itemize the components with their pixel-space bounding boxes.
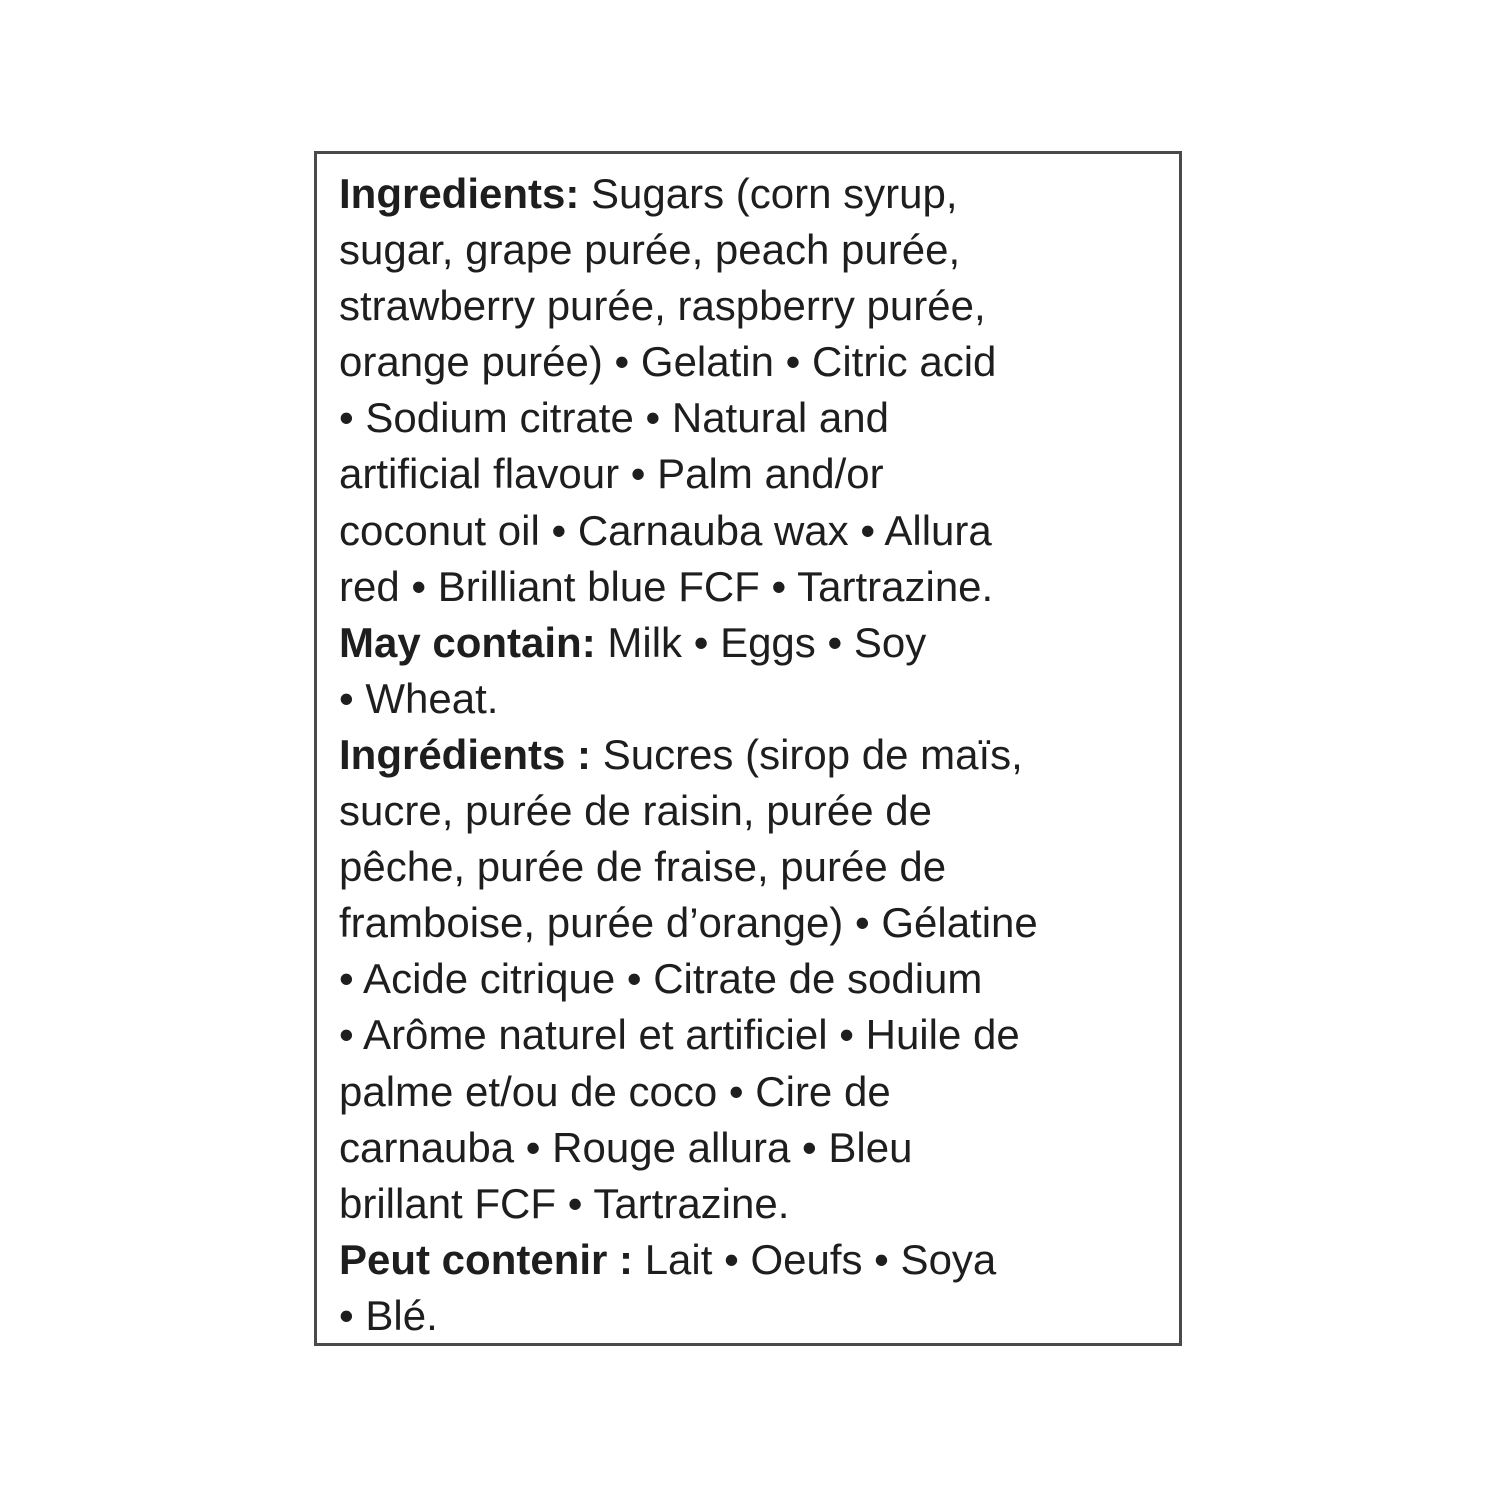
fr-ingredients-line-5: • Acide citrique • Citrate de sodium	[339, 955, 983, 1003]
ingredient-label-panel	[314, 151, 1182, 1346]
fr-ingredients-line-1	[339, 727, 1038, 783]
en-ingredients-line-5: • Sodium citrate • Natural and	[339, 394, 889, 442]
en-ingredients-text: Sugars (corn syrup,	[579, 170, 958, 217]
en-may-contain-line-2: • Wheat.	[339, 674, 499, 722]
fr-ingredients-line-7: palme et/ou de coco • Cire de	[339, 1067, 891, 1115]
fr-may-contain-heading: Peut contenir :	[339, 1235, 634, 1283]
en-ingredients-line-1	[339, 166, 1038, 222]
en-may-contain-line-1	[339, 615, 1038, 671]
en-ingredients-line-8: red • Brilliant blue FCF • Tartrazine.	[339, 562, 994, 610]
fr-may-contain-text: Lait • Oeufs • Soya	[633, 1235, 997, 1283]
en-may-contain-text: Milk • Eggs • Soy	[595, 618, 927, 666]
fr-ingredients-line-6: • Arôme naturel et artificiel • Huile de	[339, 1011, 1020, 1059]
fr-ingredients-heading: Ingrédients :	[339, 730, 592, 778]
fr-may-contain-line-2: • Blé.	[339, 1291, 438, 1339]
fr-ingredients-line-8: carnauba • Rouge allura • Bleu	[339, 1123, 913, 1171]
ingredient-text-block	[339, 166, 1038, 1344]
en-may-contain-heading: May contain:	[339, 618, 596, 666]
en-ingredients-line-3: strawberry purée, raspberry purée,	[339, 282, 986, 330]
en-ingredients-heading: Ingredients:	[339, 170, 580, 217]
fr-ingredients-text: Sucres (sirop de maïs,	[591, 730, 1023, 778]
en-ingredients-line-2: sugar, grape purée, peach purée,	[339, 226, 961, 274]
fr-ingredients-line-3: pêche, purée de fraise, purée de	[339, 843, 947, 891]
fr-may-contain-line-1	[339, 1232, 1038, 1288]
en-ingredients-line-4: orange purée) • Gelatin • Citric acid	[339, 338, 997, 386]
en-ingredients-line-6: artificial flavour • Palm and/or	[339, 450, 884, 498]
en-ingredients-line-7: coconut oil • Carnauba wax • Allura	[339, 506, 992, 554]
fr-ingredients-line-4: framboise, purée d’orange) • Gélatine	[339, 899, 1038, 947]
fr-ingredients-line-2: sucre, purée de raisin, purée de	[339, 787, 933, 835]
fr-ingredients-line-9: brillant FCF • Tartrazine.	[339, 1179, 790, 1227]
